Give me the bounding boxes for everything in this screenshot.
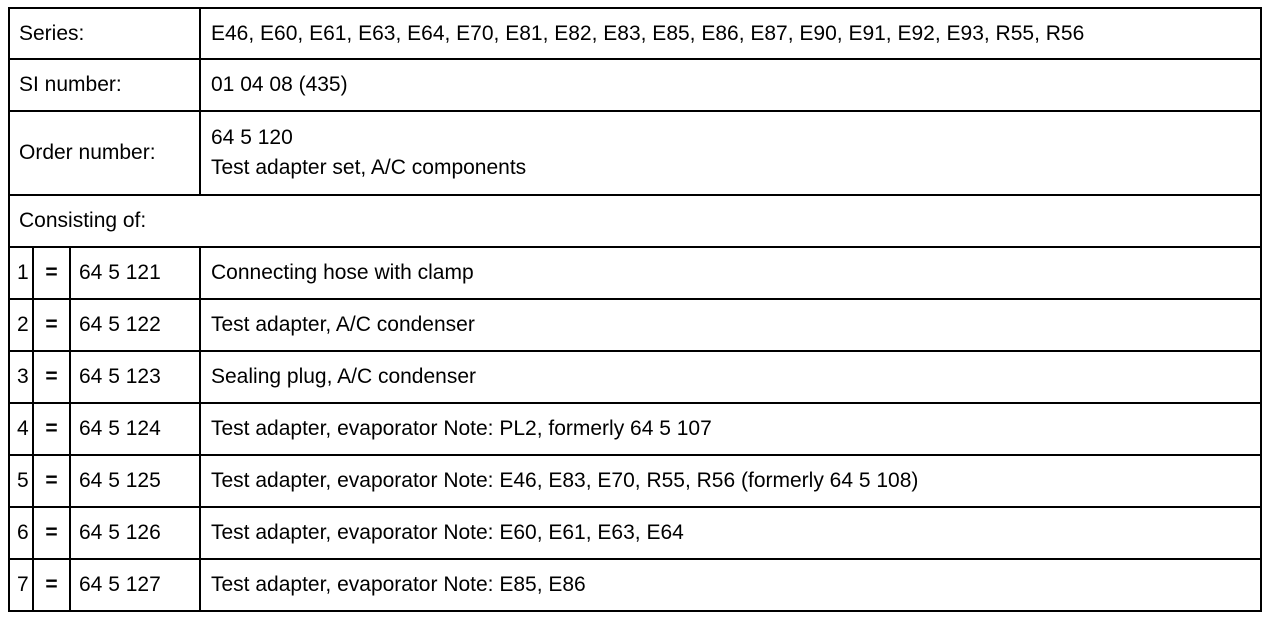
- series-value: E46, E60, E61, E63, E64, E70, E81, E82, E83, E85, E86, E87, E90, E91, E92, E93, R55, R56: [200, 8, 1261, 59]
- item-description: Test adapter, evaporator Note: PL2, formerly 64 5 107: [200, 403, 1261, 455]
- item-separator: =: [33, 299, 70, 351]
- item-number: 2: [9, 299, 33, 351]
- item-separator: =: [33, 403, 70, 455]
- order-number-value: 64 5 120: [211, 126, 293, 149]
- item-description: Connecting hose with clamp: [200, 247, 1261, 299]
- table-row: [9, 247, 1261, 299]
- si-number-label: SI number:: [9, 59, 200, 111]
- order-description: Test adapter set, A/C components: [211, 156, 527, 179]
- item-part-number: 64 5 122: [70, 299, 200, 351]
- item-number: 3: [9, 351, 33, 403]
- si-number-row: [9, 59, 1261, 111]
- si-number-value: 01 04 08 (435): [200, 59, 1261, 111]
- item-part-number: 64 5 124: [70, 403, 200, 455]
- series-row: [9, 8, 1261, 59]
- item-part-number: 64 5 126: [70, 507, 200, 559]
- item-description: Test adapter, evaporator Note: E60, E61, E63, E64: [200, 507, 1261, 559]
- table-row: [9, 559, 1261, 611]
- item-part-number: 64 5 127: [70, 559, 200, 611]
- consisting-of-label: Consisting of:: [9, 195, 1261, 247]
- item-description: Test adapter, A/C condenser: [200, 299, 1261, 351]
- series-label: Series:: [9, 8, 200, 59]
- item-part-number: 64 5 121: [70, 247, 200, 299]
- item-separator: =: [33, 247, 70, 299]
- item-number: 6: [9, 507, 33, 559]
- item-separator: =: [33, 455, 70, 507]
- table-row: [9, 299, 1261, 351]
- item-number: 7: [9, 559, 33, 611]
- consisting-of-row: [9, 195, 1261, 247]
- item-part-number: 64 5 123: [70, 351, 200, 403]
- table-row: [9, 507, 1261, 559]
- item-part-number: 64 5 125: [70, 455, 200, 507]
- item-separator: =: [33, 507, 70, 559]
- item-number: 4: [9, 403, 33, 455]
- order-number-row: [9, 111, 1261, 195]
- item-number: 1: [9, 247, 33, 299]
- item-description: Test adapter, evaporator Note: E85, E86: [200, 559, 1261, 611]
- order-number-label: Order number:: [9, 111, 200, 195]
- item-description: Sealing plug, A/C condenser: [200, 351, 1261, 403]
- item-separator: =: [33, 559, 70, 611]
- item-description: Test adapter, evaporator Note: E46, E83, E70, R55, R56 (formerly 64 5 108): [200, 455, 1261, 507]
- table-row: [9, 403, 1261, 455]
- item-number: 5: [9, 455, 33, 507]
- table-row: [9, 351, 1261, 403]
- order-number-cell: [200, 111, 1261, 195]
- item-separator: =: [33, 351, 70, 403]
- special-tool-spec-table: [8, 7, 1262, 612]
- table-row: [9, 455, 1261, 507]
